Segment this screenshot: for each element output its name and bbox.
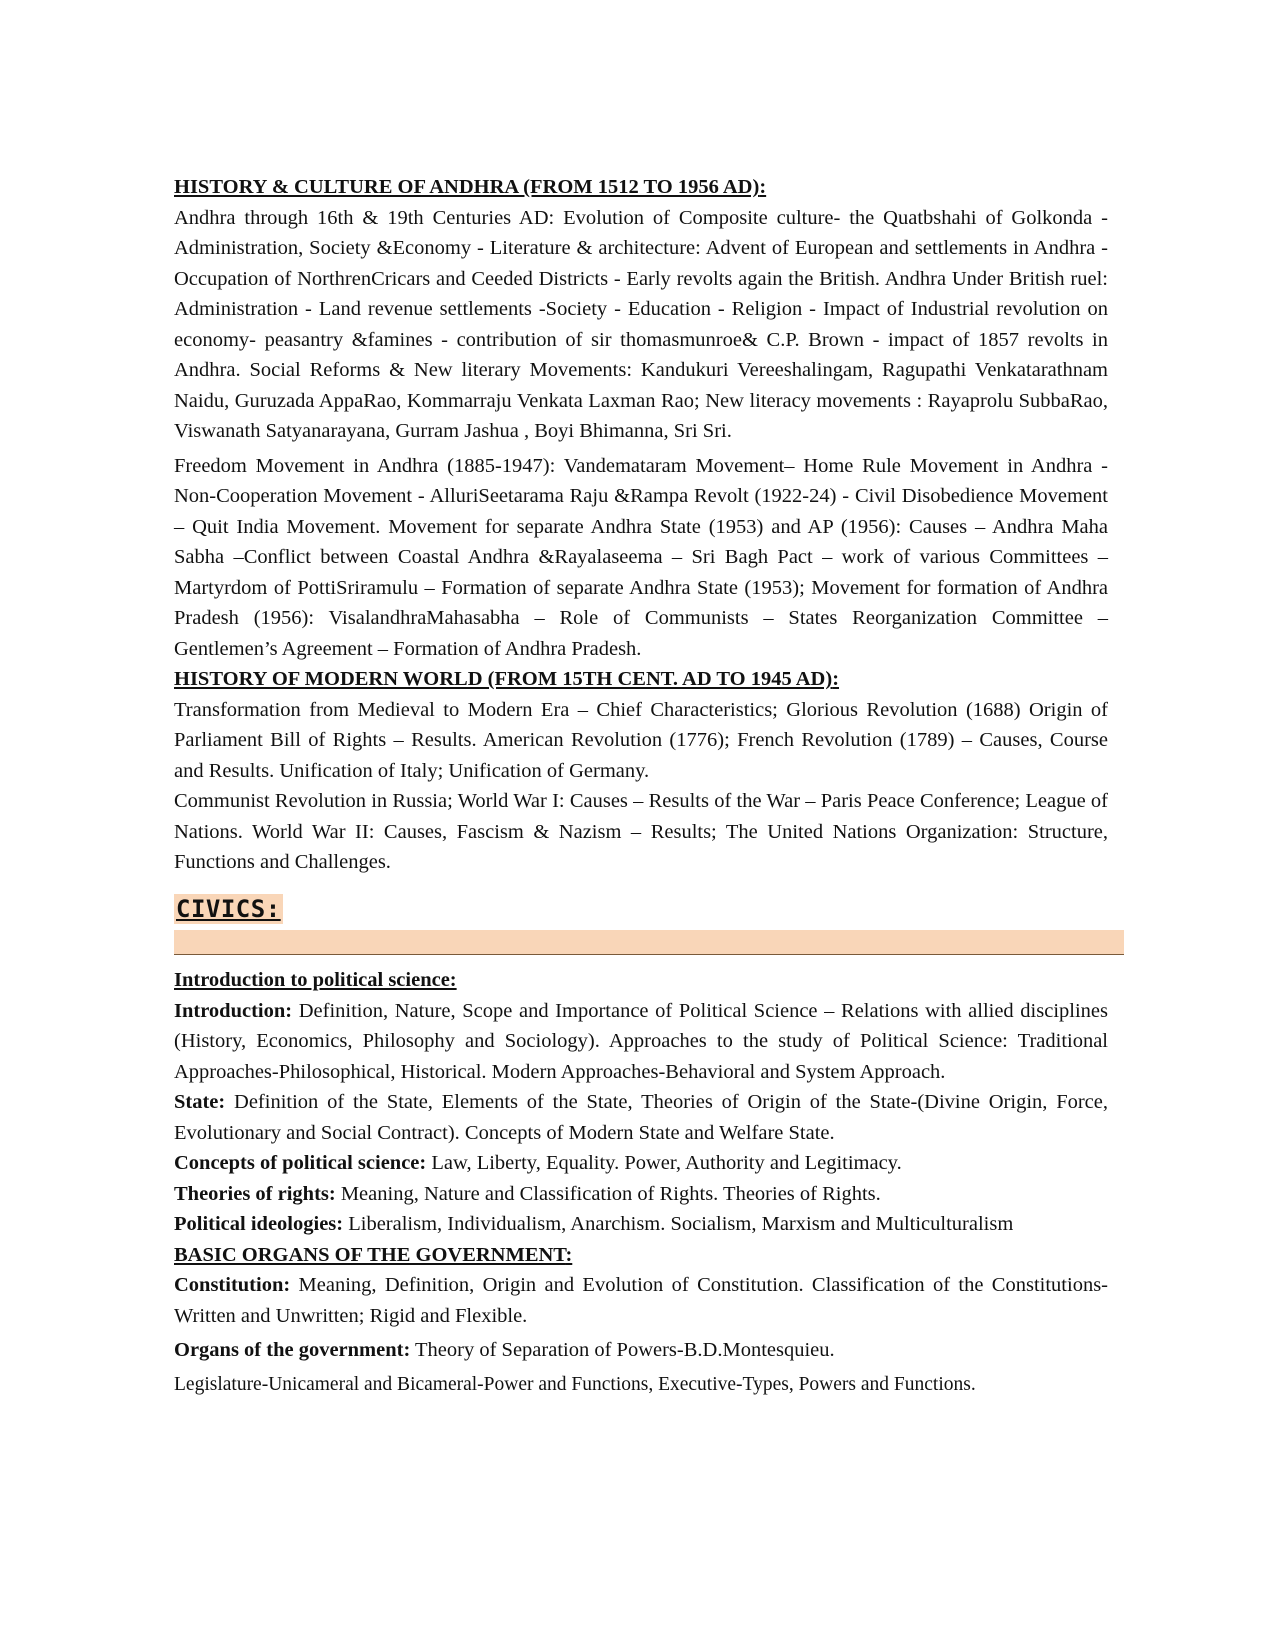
political-science-subheading: Introduction to political science: (174, 969, 457, 991)
civics-item-label: Political ideologies: (174, 1213, 344, 1235)
andhra-paragraph-2: Freedom Movement in Andhra (1885-1947): Vandemataram Movement– Home Rule Movement in Andhra - Non-Cooperation Movement - AlluriSeetarama Raju &Rampa Revolt (1922-24) - Civil Disobedience Movement – Quit India Movement. Movement for separate Andhra State (1953) and AP (1956): Causes – Andhra Maha Sabha –Conflict between Coastal Andhra &Rayalaseema – Sri Bagh Pact – work of various Committees – Martyrdom of PottiSriramulu – Formation of separate Andhra State (1953); Movement for formation of Andhra Pradesh (1956): VisalandhraMahasabha – Role of Communists – States Reorganization Committee – Gentlemen’s Agreement – Formation of Andhra Pradesh. (174, 454, 1108, 660)
civics-item-text: Definition, Nature, Scope and Importance of Political Science – Relations with allied disciplines (History, Economics, Philosophy and Sociology). Approaches to the study of Political Science: Traditional Approaches-Philosophical, Historical. Modern Approaches-Behavioral and System Approach. (174, 999, 1108, 1083)
organs-heading: BASIC ORGANS OF THE GOVERNMENT: (174, 1243, 573, 1266)
andhra-heading: HISTORY & CULTURE OF ANDHRA (FROM 1512 TO 1956 AD): (174, 176, 767, 198)
civics-item-text: Meaning, Nature and Classification of Rights. Theories of Rights. (335, 1182, 881, 1205)
modern-world-paragraph-1: Transformation from Medieval to Modern Era – Chief Characteristics; Glorious Revolution (1688) Origin of Parliament Bill of Rights – Results. American Revolution (1776); French Revolution (1789) – Causes, Course and Results. Unification of Italy; Unification of Germany. (174, 698, 1108, 782)
organs-item-text: Theory of Separation of Powers-B.D.Montesquieu. (410, 1339, 835, 1361)
organs-item-label: Organs of the government: (174, 1339, 411, 1361)
civics-item-label: Concepts of political science: (174, 1152, 427, 1174)
civics-item-label: Introduction: (174, 999, 293, 1022)
andhra-paragraph-1: Andhra through 16th & 19th Centuries AD: Evolution of Composite culture- the Quatbshahi of Golkonda - Administration, Society &Economy - Literature & architecture: Advent of European and settlements in Andhra - Occupation of NorthrenCricars and Ceeded Districts - Early revolts again the British. Andhra Under British ruel: Administration - Land revenue settlements -Society - Education - Religion - Impact of Industrial revolution on economy- peasantry &famines - contribution of sir thomasmunroe& C.P. Brown - impact of 1857 revolts in Andhra. Social Reforms & New literary Movements: Kandukuri Vereeshalingam, Ragupathi Venkatarathnam Naidu, Guruzada AppaRao, Kommarraju Venkata Laxman Rao; New literacy movements : Rayaprolu SubbaRao, Viswanath Satyanarayana, Gurram Jashua , Boyi Bhimanna, Sri Sri. (174, 206, 1108, 442)
organs-item-text: Meaning, Definition, Origin and Evolution of Constitution. Classification of the Constitutions-Written and Unwritten; Rigid and Flexible. (174, 1274, 1108, 1327)
modern-world-heading: HISTORY OF MODERN WORLD (FROM 15TH CENT. AD TO 1945 AD): (174, 668, 840, 690)
document-body (174, 172, 1108, 1400)
modern-world-paragraph-2: Communist Revolution in Russia; World War I: Causes – Results of the War – Paris Peace Conference; League of Nations. World War II: Causes, Fascism & Nazism – Results; The United Nations Organization: Structure, Functions and Challenges. (174, 790, 1108, 873)
civics-item-introduction (174, 996, 1108, 1088)
civics-item-text: Law, Liberty, Equality. Power, Authority and Legitimacy. (426, 1152, 902, 1174)
civics-item-text: Liberalism, Individualism, Anarchism. Socialism, Marxism and Multiculturalism (343, 1213, 1014, 1235)
organs-item-label: Constitution: (174, 1274, 291, 1296)
civics-item-text: Definition of the State, Elements of the State, Theories of Origin of the State-(Divine Origin, Force, Evolutionary and Social Contract). Concepts of Modern State and Welfare State. (174, 1091, 1108, 1144)
organs-item-constitution (174, 1270, 1108, 1331)
civics-heading-band (174, 930, 1124, 955)
organs-last-line: Legislature-Unicameral and Bicameral-Power and Functions, Executive-Types, Powers and Functions. (174, 1373, 976, 1395)
civics-item-rights (174, 1179, 1108, 1210)
civics-item-label: State: (174, 1091, 226, 1113)
organs-item-government (174, 1335, 1108, 1366)
civics-item-state (174, 1087, 1108, 1148)
civics-item-label: Theories of rights: (174, 1182, 336, 1205)
civics-heading: CIVICS: (176, 894, 281, 923)
civics-item-concepts (174, 1148, 1108, 1179)
civics-item-ideologies (174, 1209, 1108, 1240)
